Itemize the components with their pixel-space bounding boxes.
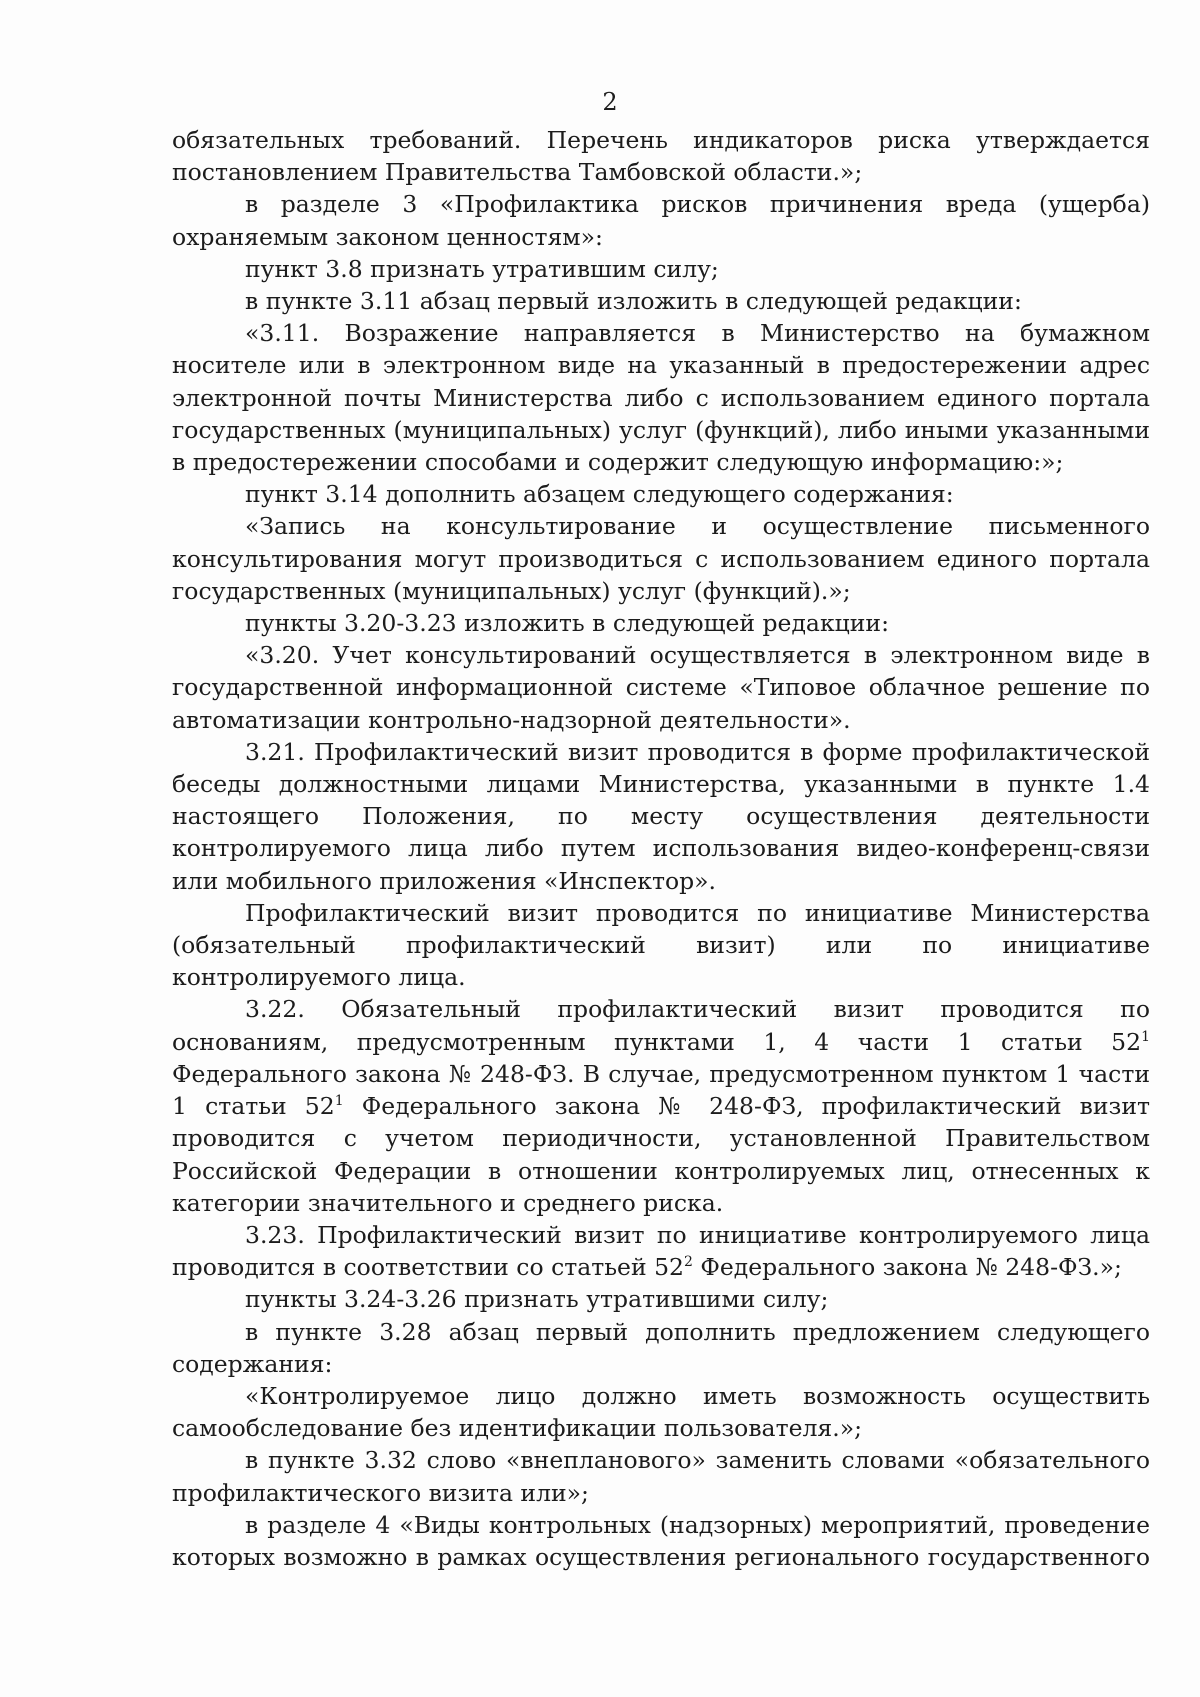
- paragraph: в пункте 3.32 слово «внепланового» заменить словами «обязательного профилактического визита или»;: [172, 1446, 1150, 1507]
- paragraph: пункты 3.24-3.26 признать утратившими силу;: [245, 1285, 829, 1314]
- paragraph: «Контролируемое лицо должно иметь возможность осуществить самообследование без идентификации пользователя.»;: [172, 1381, 1150, 1443]
- paragraph: «Запись на консультирование и осуществление письменного консультирования могут производиться с использованием единого портала государственных (муниципальных) услуг (функций).»;: [172, 512, 1150, 605]
- paragraph: пункт 3.8 признать утратившим силу;: [245, 254, 719, 283]
- paragraph: в разделе 3 «Профилактика рисков причинения вреда (ущерба) охраняемым законом ценностям»:: [172, 190, 1150, 251]
- text-run: Федерального закона № 248-ФЗ. В случае, предусмотренном пунктом 1 части 1 статьи 52: [172, 1059, 1150, 1121]
- superscript: 2: [684, 1254, 693, 1271]
- paragraph: в пункте 3.11 абзац первый изложить в следующей редакции:: [245, 287, 1022, 316]
- paragraph: Профилактический визит проводится по инициативе Министерства (обязательный профилактический визит) или по инициативе контролируемого лица.: [172, 898, 1150, 992]
- paragraph: [172, 993, 1150, 1218]
- text-run: 3.23. Профилактический визит по инициативе контролируемого лица проводится в соответствии со статьей 52: [172, 1220, 1150, 1282]
- superscript: 1: [1141, 1028, 1150, 1045]
- superscript: 1: [334, 1093, 344, 1110]
- paragraph: в разделе 4 «Виды контрольных (надзорных) мероприятий, проведение которых возможно в рамках осуществления регионального государственного: [172, 1510, 1150, 1571]
- paragraph: «3.11. Возражение направляется в Министерство на бумажном носителе или в электронном виде на указанный в предостережении адрес электронной почты Министерства либо с использованием единого портала государственных (муниципальных) услуг (функций), либо иными указанными в предостережении способами и содержит следующую информацию:»;: [172, 319, 1150, 477]
- paragraph: [172, 1219, 1150, 1283]
- text-run: 3.22. Обязательный профилактический визит проводится по основаниям, предусмотренным пунктами 1, 4 части 1 статьи 52: [172, 995, 1150, 1056]
- page-number: 2: [602, 88, 618, 116]
- paragraph: обязательных требований. Перечень индикаторов риска утверждается постановлением Правительства Тамбовской области.»;: [172, 126, 1150, 187]
- paragraph: пункты 3.20-3.23 изложить в следующей редакции:: [245, 609, 889, 638]
- text-run: Федерального закона № 248-ФЗ.»;: [692, 1253, 1122, 1282]
- paragraph: пункт 3.14 дополнить абзацем следующего содержания:: [245, 480, 954, 509]
- document-body: [172, 124, 1150, 1573]
- paragraph: в пункте 3.28 абзац первый дополнить предложением следующего содержания:: [172, 1317, 1150, 1378]
- paragraph: 3.21. Профилактический визит проводится в форме профилактической беседы должностными лицами Министерства, указанными в пункте 1.4 настоящего Положения, по месту осуществления деятельности контролируемого лица либо путем использования видео-конференц-связи или мобильного приложения «Инспектор».: [172, 737, 1150, 895]
- paragraph: «3.20. Учет консультирований осуществляется в электронном виде в государственной информационной системе «Типовое облачное решение по автоматизации контрольно-надзорной деятельности».: [172, 641, 1150, 734]
- text-run: Федерального закона № 248-ФЗ, профилактический визит проводится с учетом периодичности, установленной Правительством Российской Федерации в отношении контролируемых лиц, отнесенных к категории значительного и среднего риска.: [172, 1092, 1150, 1217]
